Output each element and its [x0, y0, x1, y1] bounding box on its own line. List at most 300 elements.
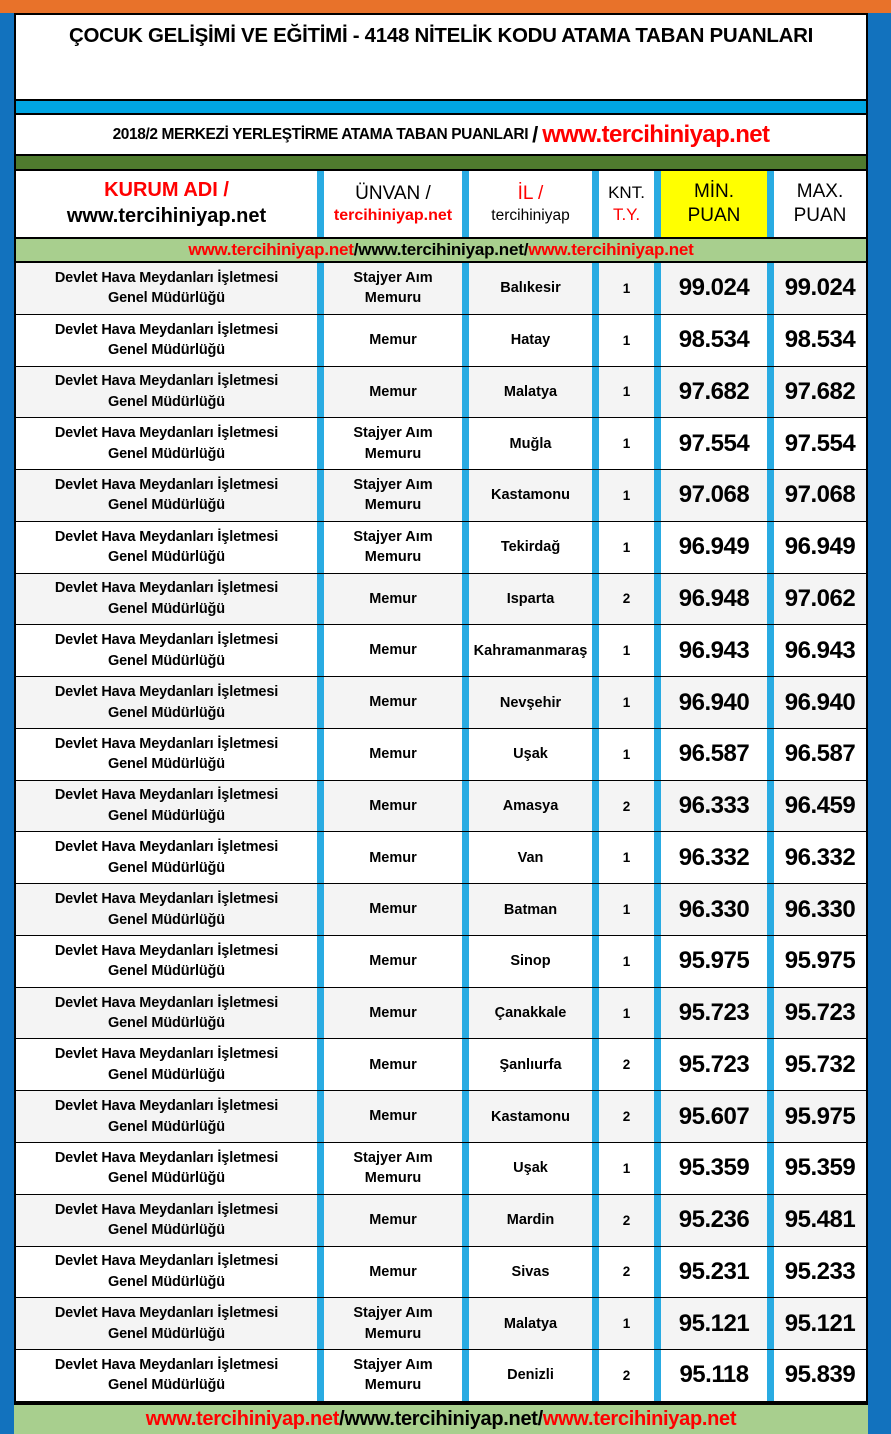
table-body [16, 263, 866, 1401]
subtitle-separator: / [532, 121, 539, 147]
cell-min-puan-text: 96.333 [678, 792, 750, 820]
table-row [16, 522, 866, 574]
cell-il [469, 315, 592, 366]
column-separator [654, 832, 661, 883]
cell-kontenjan [599, 574, 654, 625]
cell-unvan [324, 1247, 462, 1298]
cell-min-puan-text: 95.975 [678, 947, 750, 975]
cell-kurum-adi-kurum_l2: Genel Müdürlüğü [108, 859, 225, 876]
column-separator [654, 1298, 661, 1349]
cell-max-puan-text: 95.481 [784, 1206, 856, 1234]
cell-il [469, 625, 592, 676]
column-header-kurum-adi-line2: www.tercihiniyap.net [66, 205, 267, 227]
cell-unvan-unvan_l1: Memur [369, 1056, 417, 1073]
cell-il-text: Amasya [502, 798, 559, 815]
cell-kontenjan [599, 625, 654, 676]
banner-separator-2: / [523, 240, 529, 259]
cell-kurum-adi-kurum_l2: Genel Müdürlüğü [108, 963, 225, 980]
column-separator [592, 832, 599, 883]
cell-kontenjan [599, 1039, 654, 1090]
cell-min-puan-text: 95.231 [678, 1257, 750, 1285]
cell-kontenjan-text: 2 [622, 1212, 631, 1228]
cell-min-puan [661, 367, 767, 418]
cell-kontenjan [599, 988, 654, 1039]
column-separator [592, 729, 599, 780]
footer-link-1[interactable]: www.tercihiniyap.net [145, 1408, 340, 1430]
column-separator [767, 1091, 774, 1142]
cell-unvan-unvan_l1: Stajyer Aım [353, 1149, 433, 1166]
column-separator [767, 1039, 774, 1090]
cell-max-puan [774, 522, 866, 573]
column-separator [317, 1350, 324, 1401]
cell-il-text: Sinop [510, 953, 551, 970]
cell-il-text: Malatya [503, 383, 558, 400]
cell-max-puan-text: 95.723 [784, 999, 856, 1027]
cell-il [469, 936, 592, 987]
column-separator [767, 884, 774, 935]
cell-kontenjan [599, 677, 654, 728]
cell-il [469, 1298, 592, 1349]
cell-max-puan [774, 936, 866, 987]
banner-link-3[interactable]: www.tercihiniyap.net [528, 240, 694, 259]
cell-min-puan [661, 1039, 767, 1090]
column-separator [654, 263, 661, 314]
cell-kontenjan-text: 1 [622, 436, 631, 452]
footer-link-2[interactable]: www.tercihiniyap.net [344, 1408, 538, 1430]
column-separator [317, 1039, 324, 1090]
column-separator [317, 729, 324, 780]
column-separator [654, 418, 661, 469]
cell-kurum-adi-kurum_l1: Devlet Hava Meydanları İşletmesi [54, 1098, 279, 1115]
footer-separator-1: / [339, 1408, 345, 1430]
banner-link-2[interactable]: www.tercihiniyap.net [358, 240, 524, 259]
column-separator [767, 1195, 774, 1246]
cell-min-puan-text: 95.607 [678, 1102, 750, 1130]
cell-unvan-unvan_l1: Memur [369, 383, 417, 400]
cell-il [469, 1350, 592, 1401]
cell-min-puan-text: 98.534 [678, 326, 750, 354]
cell-max-puan [774, 677, 866, 728]
cell-kurum-adi-kurum_l1: Devlet Hava Meydanları İşletmesi [54, 1149, 279, 1166]
cell-kurum-adi [16, 263, 317, 314]
cell-max-puan [774, 263, 866, 314]
column-separator [654, 1039, 661, 1090]
column-header-kurum-adi-line1: KURUM ADI / [104, 179, 229, 202]
column-separator [592, 884, 599, 935]
column-separator [654, 1350, 661, 1401]
cell-kurum-adi [16, 1143, 317, 1194]
table-row [16, 367, 866, 419]
cell-min-puan [661, 936, 767, 987]
cell-unvan-unvan_l1: Stajyer Aım [353, 1356, 433, 1373]
column-separator [592, 1195, 599, 1246]
cell-kontenjan-text: 1 [622, 1160, 631, 1176]
cell-kontenjan [599, 781, 654, 832]
scores-table [14, 171, 868, 1403]
cell-unvan [324, 1143, 462, 1194]
cell-min-puan [661, 1091, 767, 1142]
cell-kurum-adi-kurum_l2: Genel Müdürlüğü [108, 704, 225, 721]
left-accent-bar [0, 13, 14, 1434]
column-separator [462, 1247, 469, 1298]
cell-kontenjan [599, 1298, 654, 1349]
cell-unvan-unvan_l2: Memuru [364, 497, 422, 514]
cell-min-puan [661, 781, 767, 832]
cell-il [469, 263, 592, 314]
table-row [16, 936, 866, 988]
column-separator [592, 781, 599, 832]
cell-unvan [324, 574, 462, 625]
cell-max-puan-text: 95.233 [784, 1257, 856, 1285]
column-separator [654, 522, 661, 573]
cell-unvan-unvan_l1: Memur [369, 331, 417, 348]
column-separator [767, 522, 774, 573]
table-row [16, 263, 866, 315]
table-row [16, 625, 866, 677]
cell-kontenjan [599, 1091, 654, 1142]
cell-kurum-adi-kurum_l1: Devlet Hava Meydanları İşletmesi [54, 735, 279, 752]
column-header-kontenjan-line1: KNT. [608, 183, 645, 203]
cell-max-puan-text: 97.062 [784, 584, 856, 612]
cell-unvan [324, 263, 462, 314]
column-separator [317, 574, 324, 625]
cell-min-puan [661, 1247, 767, 1298]
cell-kurum-adi-kurum_l1: Devlet Hava Meydanları İşletmesi [54, 580, 279, 597]
column-separator [592, 1350, 599, 1401]
cell-unvan [324, 1298, 462, 1349]
cell-kontenjan-text: 1 [622, 280, 631, 296]
cell-kontenjan-text: 1 [622, 1316, 631, 1332]
cell-min-puan-text: 96.330 [678, 895, 750, 923]
column-header-unvan [324, 171, 462, 237]
cell-kurum-adi-kurum_l1: Devlet Hava Meydanları İşletmesi [54, 425, 279, 442]
column-separator [592, 625, 599, 676]
cell-kurum-adi-kurum_l1: Devlet Hava Meydanları İşletmesi [54, 528, 279, 545]
cell-max-puan-text: 95.359 [784, 1154, 856, 1182]
cell-kurum-adi [16, 832, 317, 883]
table-row [16, 574, 866, 626]
cell-max-puan-text: 95.975 [784, 1102, 856, 1130]
cell-kurum-adi-kurum_l2: Genel Müdürlüğü [108, 1222, 225, 1239]
column-separator [654, 315, 661, 366]
column-separator [767, 1143, 774, 1194]
cell-kontenjan [599, 522, 654, 573]
cell-unvan-unvan_l2: Memuru [364, 290, 422, 307]
cell-unvan [324, 884, 462, 935]
cell-unvan-unvan_l1: Memur [369, 1211, 417, 1228]
cell-unvan [324, 1091, 462, 1142]
cell-kurum-adi-kurum_l2: Genel Müdürlüğü [108, 393, 225, 410]
cell-il [469, 470, 592, 521]
cell-kurum-adi-kurum_l1: Devlet Hava Meydanları İşletmesi [54, 1201, 279, 1218]
cell-kontenjan-text: 2 [622, 1109, 631, 1125]
cell-unvan [324, 832, 462, 883]
cell-kurum-adi [16, 470, 317, 521]
cell-kontenjan [599, 1247, 654, 1298]
cell-min-puan [661, 884, 767, 935]
column-separator [767, 677, 774, 728]
cell-max-puan-text: 97.554 [784, 429, 856, 457]
cell-kurum-adi-kurum_l1: Devlet Hava Meydanları İşletmesi [54, 839, 279, 856]
cell-max-puan-text: 95.121 [784, 1309, 856, 1337]
column-separator [767, 832, 774, 883]
cell-kontenjan [599, 1195, 654, 1246]
column-header-kontenjan-line2: T.Y. [612, 205, 641, 224]
table-row [16, 470, 866, 522]
column-separator [462, 1195, 469, 1246]
cell-max-puan [774, 884, 866, 935]
cell-il-text: Mardin [506, 1212, 555, 1229]
cell-il [469, 1195, 592, 1246]
cell-unvan [324, 315, 462, 366]
cell-max-puan-text: 96.587 [784, 740, 856, 768]
column-separator [317, 936, 324, 987]
column-separator [654, 936, 661, 987]
cell-kurum-adi [16, 1039, 317, 1090]
cell-max-puan [774, 1039, 866, 1090]
cell-min-puan-text: 95.359 [678, 1154, 750, 1182]
cell-max-puan [774, 1298, 866, 1349]
column-separator [767, 936, 774, 987]
cell-min-puan-text: 95.723 [678, 1050, 750, 1078]
column-separator [767, 781, 774, 832]
cell-unvan-unvan_l1: Stajyer Aım [353, 1305, 433, 1322]
cell-il-text: Çanakkale [494, 1005, 567, 1022]
cell-kurum-adi-kurum_l2: Genel Müdürlüğü [108, 911, 225, 928]
cell-unvan [324, 988, 462, 1039]
cell-il [469, 1247, 592, 1298]
cell-kontenjan [599, 315, 654, 366]
cell-kurum-adi [16, 729, 317, 780]
cell-min-puan [661, 677, 767, 728]
cell-unvan [324, 1039, 462, 1090]
cell-il-text: Uşak [513, 746, 548, 763]
cyan-divider [14, 99, 868, 115]
cell-max-puan-text: 97.682 [784, 377, 856, 405]
cell-il-text: Van [517, 849, 544, 866]
cell-kurum-adi [16, 1091, 317, 1142]
column-separator [317, 781, 324, 832]
cell-min-puan [661, 832, 767, 883]
cell-il [469, 418, 592, 469]
cell-kontenjan-text: 1 [622, 332, 631, 348]
cell-min-puan-text: 97.682 [678, 377, 750, 405]
subtitle-bar [14, 115, 868, 156]
cell-il-text: Isparta [506, 590, 555, 607]
column-separator [592, 1039, 599, 1090]
cell-unvan-unvan_l2: Memuru [364, 1377, 422, 1394]
column-header-min-puan [661, 171, 767, 237]
cell-kurum-adi-kurum_l2: Genel Müdürlüğü [108, 342, 225, 359]
column-separator [462, 522, 469, 573]
cell-kontenjan-text: 1 [622, 1005, 631, 1021]
cell-min-puan [661, 470, 767, 521]
cell-kontenjan [599, 263, 654, 314]
cell-kurum-adi-kurum_l2: Genel Müdürlüğü [108, 1118, 225, 1135]
cell-min-puan [661, 574, 767, 625]
cell-kurum-adi-kurum_l2: Genel Müdürlüğü [108, 756, 225, 773]
cell-max-puan [774, 367, 866, 418]
table-row [16, 418, 866, 470]
column-separator [654, 1091, 661, 1142]
cell-min-puan-text: 96.940 [678, 688, 750, 716]
cell-unvan-unvan_l1: Memur [369, 1263, 417, 1280]
right-accent-bar [868, 13, 891, 1434]
cell-max-puan [774, 1247, 866, 1298]
cell-max-puan [774, 1091, 866, 1142]
cell-kurum-adi-kurum_l2: Genel Müdürlüğü [108, 652, 225, 669]
table-row [16, 1091, 866, 1143]
column-separator [317, 988, 324, 1039]
column-separator [317, 171, 324, 237]
cell-min-puan [661, 625, 767, 676]
cell-unvan-unvan_l1: Memur [369, 642, 417, 659]
cell-kontenjan-text: 1 [622, 746, 631, 762]
footer-link-3[interactable]: www.tercihiniyap.net [542, 1408, 737, 1430]
subtitle-website-link[interactable]: www.tercihiniyap.net [542, 120, 770, 148]
column-separator [462, 625, 469, 676]
cell-kurum-adi [16, 781, 317, 832]
cell-kontenjan-text: 2 [622, 1057, 631, 1073]
cell-max-puan [774, 315, 866, 366]
banner-separator-1: / [353, 240, 359, 259]
column-header-max-puan [774, 171, 866, 237]
column-separator [654, 574, 661, 625]
column-separator [654, 988, 661, 1039]
cell-kurum-adi-kurum_l1: Devlet Hava Meydanları İşletmesi [54, 1046, 279, 1063]
cell-il-text: Malatya [503, 1315, 558, 1332]
column-separator [654, 729, 661, 780]
column-separator [654, 884, 661, 935]
cell-unvan-unvan_l1: Stajyer Aım [353, 528, 433, 545]
table-header-row [16, 171, 866, 239]
cell-max-puan-text: 99.024 [784, 274, 856, 302]
cell-kontenjan-text: 2 [622, 1264, 631, 1280]
column-separator [592, 263, 599, 314]
cell-min-puan [661, 315, 767, 366]
column-separator [767, 988, 774, 1039]
table-row [16, 988, 866, 1040]
cell-il [469, 884, 592, 935]
cell-max-puan-text: 95.975 [784, 947, 856, 975]
column-separator [654, 1247, 661, 1298]
column-separator [592, 367, 599, 418]
cell-kurum-adi-kurum_l1: Devlet Hava Meydanları İşletmesi [54, 269, 279, 286]
cell-kurum-adi-kurum_l2: Genel Müdürlüğü [108, 445, 225, 462]
column-separator [592, 315, 599, 366]
cell-max-puan-text: 95.732 [784, 1050, 856, 1078]
cell-il [469, 988, 592, 1039]
cell-il-text: Nevşehir [499, 694, 562, 711]
column-separator [462, 1350, 469, 1401]
table-row [16, 729, 866, 781]
cell-unvan [324, 418, 462, 469]
cell-min-puan [661, 1143, 767, 1194]
column-separator [462, 263, 469, 314]
cell-il [469, 1091, 592, 1142]
cell-unvan-unvan_l1: Memur [369, 953, 417, 970]
column-separator [767, 574, 774, 625]
cell-min-puan-text: 96.587 [678, 740, 750, 768]
cell-il [469, 677, 592, 728]
cell-unvan-unvan_l2: Memuru [364, 1325, 422, 1342]
column-separator [317, 1195, 324, 1246]
table-row [16, 1143, 866, 1195]
column-header-unvan-line1: ÜNVAN / [355, 182, 431, 204]
cell-kontenjan-text: 1 [622, 384, 631, 400]
column-separator [462, 1143, 469, 1194]
table-row [16, 884, 866, 936]
column-separator [592, 171, 599, 237]
column-header-il-line2: tercihiniyap [491, 207, 570, 225]
cell-unvan [324, 729, 462, 780]
cell-unvan [324, 625, 462, 676]
cell-unvan [324, 1350, 462, 1401]
column-separator [462, 1298, 469, 1349]
cell-kontenjan-text: 1 [622, 850, 631, 866]
banner-link-1[interactable]: www.tercihiniyap.net [188, 240, 354, 259]
cell-kontenjan-text: 2 [622, 591, 631, 607]
cell-unvan-unvan_l1: Memur [369, 694, 417, 711]
cell-unvan-unvan_l1: Stajyer Aım [353, 476, 433, 493]
cell-min-puan [661, 263, 767, 314]
page-title: ÇOCUK GELİŞİMİ VE EĞİTİMİ - 4148 NİTELİK KODU ATAMA TABAN PUANLARI [14, 13, 868, 99]
cell-kurum-adi-kurum_l1: Devlet Hava Meydanları İşletmesi [54, 994, 279, 1011]
cell-max-puan-text: 98.534 [784, 326, 856, 354]
cell-kurum-adi [16, 522, 317, 573]
column-separator [462, 315, 469, 366]
column-separator [654, 367, 661, 418]
cell-kontenjan-text: 1 [622, 953, 631, 969]
column-separator [654, 470, 661, 521]
cell-unvan-unvan_l1: Memur [369, 1108, 417, 1125]
cell-kurum-adi [16, 315, 317, 366]
column-header-kontenjan [599, 171, 654, 237]
cell-kontenjan-text: 2 [622, 798, 631, 814]
column-separator [317, 1143, 324, 1194]
cell-il-text: Kastamonu [491, 1108, 570, 1125]
cell-unvan-unvan_l1: Memur [369, 901, 417, 918]
column-separator [462, 988, 469, 1039]
column-separator [654, 781, 661, 832]
column-header-il [469, 171, 592, 237]
cell-min-puan [661, 1350, 767, 1401]
column-separator [592, 1091, 599, 1142]
column-header-max-puan-line1: MAX. [796, 180, 844, 202]
cell-max-puan [774, 832, 866, 883]
cell-kontenjan-text: 1 [622, 539, 631, 555]
column-separator [592, 1298, 599, 1349]
cell-kurum-adi-kurum_l1: Devlet Hava Meydanları İşletmesi [54, 890, 279, 907]
cell-il [469, 522, 592, 573]
cell-kontenjan [599, 470, 654, 521]
cell-unvan-unvan_l1: Memur [369, 745, 417, 762]
column-separator [462, 171, 469, 237]
column-header-kurum-adi [16, 171, 317, 237]
column-separator [462, 677, 469, 728]
cell-kontenjan-text: 1 [622, 643, 631, 659]
table-row [16, 1195, 866, 1247]
column-separator [317, 884, 324, 935]
cell-il-text: Sivas [511, 1263, 550, 1280]
cell-unvan-unvan_l2: Memuru [364, 549, 422, 566]
cell-il-text: Uşak [513, 1160, 548, 1177]
column-separator [317, 367, 324, 418]
table-row [16, 1039, 866, 1091]
cell-min-puan-text: 95.118 [679, 1361, 749, 1389]
column-header-min-puan-line2: PUAN [687, 205, 741, 226]
cell-min-puan-text: 95.723 [678, 999, 750, 1027]
